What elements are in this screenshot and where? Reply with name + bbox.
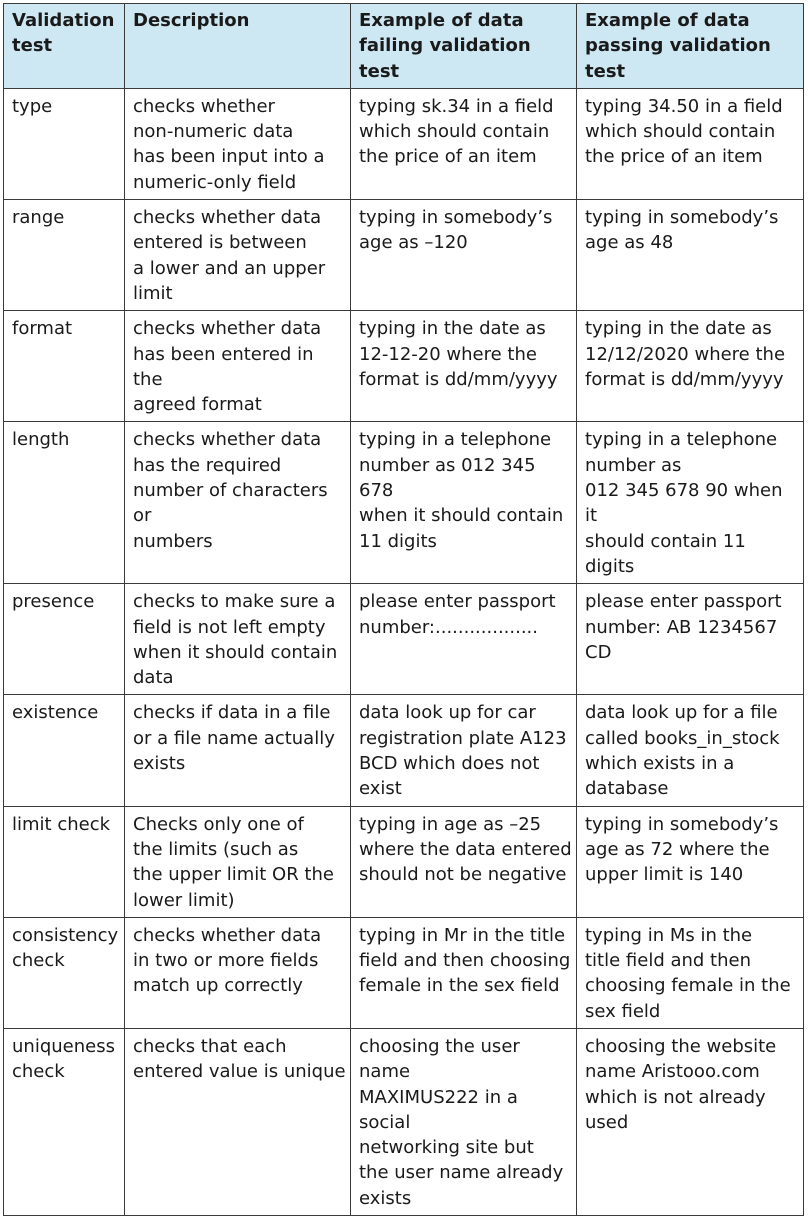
cell-test-name: presence — [4, 584, 125, 695]
cell-failing-example: typing in age as –25 where the data entered should not be negative — [351, 806, 577, 917]
table-row — [4, 695, 804, 806]
table-header-row — [4, 4, 804, 89]
cell-failing-example: choosing the user name MAXIMUS222 in a social networking site but the user name already exists — [351, 1028, 577, 1215]
cell-failing-example: typing in a telephone number as 012 345 678 when it should contain 11 digits — [351, 422, 577, 584]
cell-description: checks that each entered value is unique — [125, 1028, 351, 1215]
cell-description: checks whether data entered is between a lower and an upper limit — [125, 200, 351, 311]
header-description: Description — [125, 4, 351, 89]
cell-test-name: limit check — [4, 806, 125, 917]
cell-description: checks whether data has the required number of characters or numbers — [125, 422, 351, 584]
validation-table-container — [3, 3, 803, 1216]
cell-description: checks whether non-numeric data has been input into a numeric-only field — [125, 88, 351, 199]
cell-description: checks if data in a file or a file name actually exists — [125, 695, 351, 806]
cell-test-name: format — [4, 311, 125, 422]
cell-failing-example: typing in Mr in the title field and then choosing female in the sex field — [351, 917, 577, 1028]
cell-failing-example: please enter passport number:.................. — [351, 584, 577, 695]
cell-test-name: length — [4, 422, 125, 584]
table-row — [4, 584, 804, 695]
cell-passing-example: choosing the website name Aristooo.com which is not already used — [577, 1028, 804, 1215]
cell-passing-example: typing in the date as 12/12/2020 where the format is dd/mm/yyyy — [577, 311, 804, 422]
cell-passing-example: typing in Ms in the title field and then choosing female in the sex field — [577, 917, 804, 1028]
header-failing-example: Example of data failing validation test — [351, 4, 577, 89]
cell-failing-example: typing in somebody’s age as –120 — [351, 200, 577, 311]
cell-test-name: consistency check — [4, 917, 125, 1028]
cell-failing-example: data look up for car registration plate A123 BCD which does not exist — [351, 695, 577, 806]
cell-passing-example: typing in somebody’s age as 48 — [577, 200, 804, 311]
cell-passing-example: typing in a telephone number as 012 345 678 90 when it should contain 11 digits — [577, 422, 804, 584]
cell-passing-example: typing 34.50 in a field which should contain the price of an item — [577, 88, 804, 199]
table-row — [4, 1028, 804, 1215]
cell-description: checks whether data has been entered in the agreed format — [125, 311, 351, 422]
cell-test-name: existence — [4, 695, 125, 806]
cell-passing-example: data look up for a file called books_in_stock which exists in a database — [577, 695, 804, 806]
cell-description: checks to make sure a field is not left empty when it should contain data — [125, 584, 351, 695]
table-row — [4, 311, 804, 422]
cell-test-name: uniqueness check — [4, 1028, 125, 1215]
table-row — [4, 806, 804, 917]
cell-description: checks whether data in two or more fields match up correctly — [125, 917, 351, 1028]
cell-test-name: range — [4, 200, 125, 311]
table-row — [4, 88, 804, 199]
header-passing-example: Example of data passing validation test — [577, 4, 804, 89]
table-row — [4, 200, 804, 311]
cell-test-name: type — [4, 88, 125, 199]
cell-failing-example: typing sk.34 in a field which should contain the price of an item — [351, 88, 577, 199]
table-row — [4, 422, 804, 584]
header-validation-test: Validation test — [4, 4, 125, 89]
cell-passing-example: please enter passport number: AB 1234567 CD — [577, 584, 804, 695]
table-row — [4, 917, 804, 1028]
validation-table — [3, 3, 804, 1216]
cell-description: Checks only one of the limits (such as the upper limit OR the lower limit) — [125, 806, 351, 917]
cell-passing-example: typing in somebody’s age as 72 where the upper limit is 140 — [577, 806, 804, 917]
cell-failing-example: typing in the date as 12-12-20 where the format is dd/mm/yyyy — [351, 311, 577, 422]
